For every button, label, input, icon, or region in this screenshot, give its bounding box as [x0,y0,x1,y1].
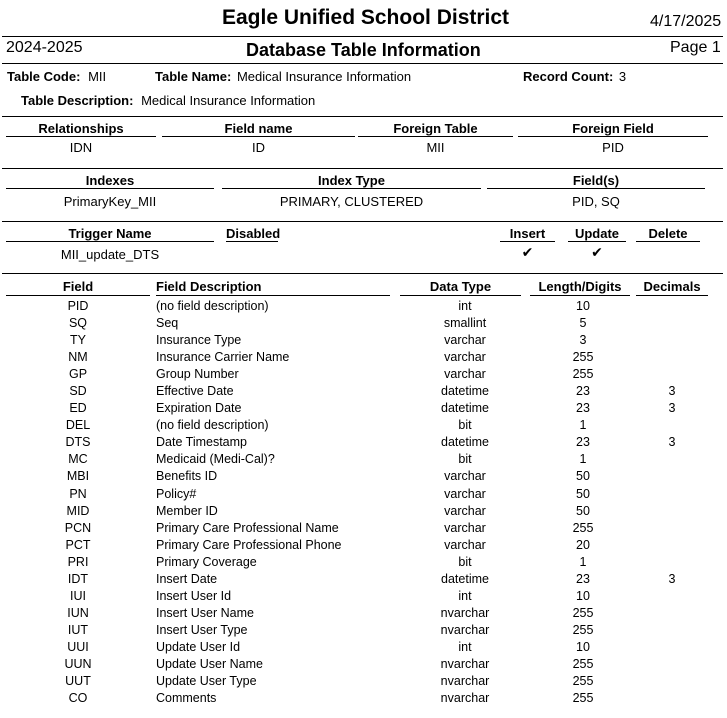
rule [358,136,513,137]
field-length: 255 [572,691,594,706]
field-code: SQ [68,316,88,331]
report-date: 4/17/2025 [650,13,722,30]
field-decimals [636,588,708,605]
table-row [0,537,708,554]
field-code: PN [69,486,87,501]
field-code: PRI [67,554,89,569]
field-decimals [636,554,708,571]
field-code: IUN [67,605,89,620]
field-decimals: 3 [668,571,676,586]
table-row [0,400,708,417]
length-header: Length/Digits [538,279,622,294]
field-decimals [636,639,708,656]
table-name-row [155,69,411,84]
field-header: Field [62,279,94,294]
field-length: 50 [576,486,590,501]
field-decimals [636,451,708,468]
rule [6,295,150,296]
index-fields: PID, SQ [572,194,620,209]
field-code: IUI [70,588,86,603]
table-name-label: Table Name: [155,69,232,84]
rule [6,241,214,242]
table-row [0,383,708,400]
field-length: 255 [572,622,594,637]
field-description: Date Timestamp [156,435,248,450]
field-description: Insert Date [156,571,218,586]
field-length: 255 [572,367,594,382]
field-code: TY [70,333,86,348]
field-description: Expiration Date [156,401,242,416]
field-decimals: 3 [668,401,676,416]
field-description: Primary Care Professional Phone [156,537,342,552]
rule [568,241,626,242]
table-row [0,656,708,673]
field-data-type: nvarchar [440,691,490,706]
field-length: 255 [572,674,594,689]
disabled-header: Disabled [226,226,281,241]
field-code: GP [68,367,88,382]
table-row [0,468,708,485]
trigger-name: MII_update_DTS [60,247,160,262]
field-data-type: varchar [444,503,486,518]
field-description: Update User Name [156,657,263,671]
field-length: 5 [579,316,587,331]
field-data-type: nvarchar [440,622,490,637]
record-count-value: 3 [618,69,627,84]
field-length: 1 [579,452,587,467]
index-fields-header: Field(s) [572,173,620,188]
field-length: 23 [576,384,590,399]
field-decimals [636,315,708,332]
field-description: Insert User Name [156,605,254,620]
field-decimals [636,332,708,349]
field-data-type: varchar [444,486,486,501]
field-decimals [636,622,708,639]
relationships-header: Relationships [38,121,124,136]
rule [518,136,708,137]
field-decimals: 3 [668,435,676,450]
field-length: 23 [576,571,590,586]
field-decimals [636,537,708,554]
field-code: MC [68,452,88,467]
field-description: Primary Coverage [156,554,257,569]
table-row [0,503,708,520]
field-rows [0,298,708,707]
table-row [0,332,708,349]
field-data-type: int [458,299,472,314]
table-row [0,690,708,707]
field-description: Group Number [156,367,239,382]
table-code-row [7,69,106,84]
field-code: CO [68,691,88,706]
field-data-type: varchar [444,333,486,348]
rule [487,188,705,189]
rule [226,241,278,242]
field-length: 20 [576,537,590,552]
field-length: 23 [576,401,590,416]
field-data-type: datetime [441,384,489,399]
school-year: 2024-2025 [6,39,83,56]
rule [500,241,555,242]
data-type-header: Data Type [429,279,492,294]
rule [530,295,630,296]
field-decimals [636,690,708,707]
report-title: Database Table Information [246,40,481,60]
header-rule-2 [2,63,723,64]
table-row [0,588,708,605]
field-data-type: nvarchar [440,605,490,620]
section-rule [2,168,723,169]
index-name: PrimaryKey_MII [63,194,157,209]
field-description: Benefits ID [156,469,218,484]
field-code: UUT [65,674,91,689]
fields-table [0,298,708,707]
field-data-type: smallint [443,316,487,331]
field-decimals [636,656,708,673]
relationship-field: ID [252,140,265,155]
table-row [0,520,708,537]
field-length: 23 [576,435,590,450]
header-rule [2,36,723,37]
field-code: IDT [67,571,89,586]
table-row [0,366,708,383]
field-decimals [636,605,708,622]
field-description: Update User Id [156,639,241,654]
field-length: 1 [579,554,587,569]
field-code: DEL [65,418,91,433]
indexes-header: Indexes [85,173,135,188]
field-decimals [636,673,708,690]
table-code-label: Table Code: [7,69,81,84]
field-code: MID [66,503,90,518]
record-count-row [523,69,626,84]
field-description: Insurance Type [156,333,242,348]
field-code: SD [69,384,87,399]
field-decimals: 3 [668,384,676,399]
field-data-type: varchar [444,367,486,382]
field-code: NM [68,350,88,365]
rule [6,188,214,189]
field-decimals [636,298,708,315]
field-length: 50 [576,503,590,518]
table-description-label: Table Description: [21,93,134,108]
field-length: 10 [576,639,590,654]
update-check-icon: ✔ [591,244,603,260]
table-row [0,673,708,690]
section-rule [2,221,723,222]
field-description: Insert User Id [156,588,232,603]
field-data-type: varchar [444,537,486,552]
field-decimals [636,417,708,434]
field-length: 10 [576,588,590,603]
insert-header: Insert [509,226,546,241]
field-code: ED [69,401,87,416]
table-row [0,315,708,332]
field-description: Member ID [156,503,218,518]
district-name: Eagle Unified School District [222,6,510,29]
field-description: Effective Date [156,384,234,399]
field-code: PCN [64,520,92,535]
field-data-type: varchar [444,469,486,484]
field-data-type: datetime [441,571,489,586]
field-description: Insurance Carrier Name [156,350,290,365]
table-row [0,554,708,571]
table-code-value: MII [88,69,107,84]
field-description: Primary Care Professional Name [156,520,339,535]
field-length: 255 [572,520,594,535]
field-decimals [636,468,708,485]
section-rule [2,116,723,117]
update-header: Update [574,226,620,241]
field-data-type: bit [458,418,472,433]
table-row [0,451,708,468]
table-row [0,434,708,451]
delete-header: Delete [648,226,688,241]
page-number: Page 1 [670,39,721,56]
index-type-header: Index Type [318,173,385,188]
field-length: 255 [572,657,594,671]
table-row [0,349,708,366]
table-row [0,639,708,656]
field-decimals [636,520,708,537]
field-length: 255 [572,350,594,365]
field-length: 1 [579,418,587,433]
field-data-type: nvarchar [440,674,490,689]
field-length: 10 [576,299,590,314]
foreign-table-header: Foreign Table [393,121,478,136]
rule [156,295,390,296]
field-data-type: int [458,588,472,603]
rule [6,136,156,137]
field-code: PID [67,299,89,314]
decimals-header: Decimals [643,279,701,294]
table-row [0,298,708,315]
table-description-value: Medical Insurance Information [141,93,316,108]
field-length: 3 [579,333,587,348]
field-description: Policy# [156,486,197,501]
field-description: (no field description) [156,299,269,314]
field-length: 50 [576,469,590,484]
field-name-header: Field name [224,121,293,136]
field-data-type: datetime [441,401,489,416]
field-data-type: bit [458,554,472,569]
trigger-name-header: Trigger Name [68,226,152,241]
relationship-foreign-table: MII [426,140,445,155]
insert-check-icon: ✔ [521,244,534,260]
table-row [0,571,708,588]
field-decimals [636,366,708,383]
field-description: Insert User Type [156,622,248,637]
field-data-type: varchar [444,520,486,535]
foreign-field-header: Foreign Field [572,121,654,136]
field-description: Seq [156,316,179,331]
table-row [0,417,708,434]
field-data-type: bit [458,452,472,467]
record-count-label: Record Count: [523,69,614,84]
field-description: (no field description) [156,418,269,433]
field-code: DTS [65,435,91,450]
field-description-header: Field Description [156,279,262,294]
field-data-type: int [458,639,472,654]
rule [400,295,521,296]
field-data-type: varchar [444,350,486,365]
field-code: IUT [67,622,89,637]
table-row [0,605,708,622]
field-decimals [636,503,708,520]
field-decimals [636,349,708,366]
relationship-name: IDN [69,140,93,155]
rule [636,295,708,296]
relationship-foreign-field: PID [602,140,624,155]
field-code: UUN [64,657,92,671]
table-name-value: Medical Insurance Information [236,69,412,84]
field-length: 255 [572,605,594,620]
section-rule [2,273,723,274]
rule [636,241,700,242]
field-description: Update User Type [156,674,257,689]
rule [162,136,355,137]
index-type: PRIMARY, CLUSTERED [279,194,424,209]
field-code: MBI [66,469,90,484]
field-code: UUI [67,639,89,654]
field-description: Medicaid (Medi-Cal)? [156,452,275,467]
table-row [0,486,708,503]
field-decimals [636,486,708,503]
field-data-type: nvarchar [440,657,490,671]
table-row [0,622,708,639]
table-description-row [21,93,315,108]
field-data-type: datetime [441,435,489,450]
field-description: Comments [156,691,217,706]
rule [222,188,481,189]
field-code: PCT [65,537,91,552]
